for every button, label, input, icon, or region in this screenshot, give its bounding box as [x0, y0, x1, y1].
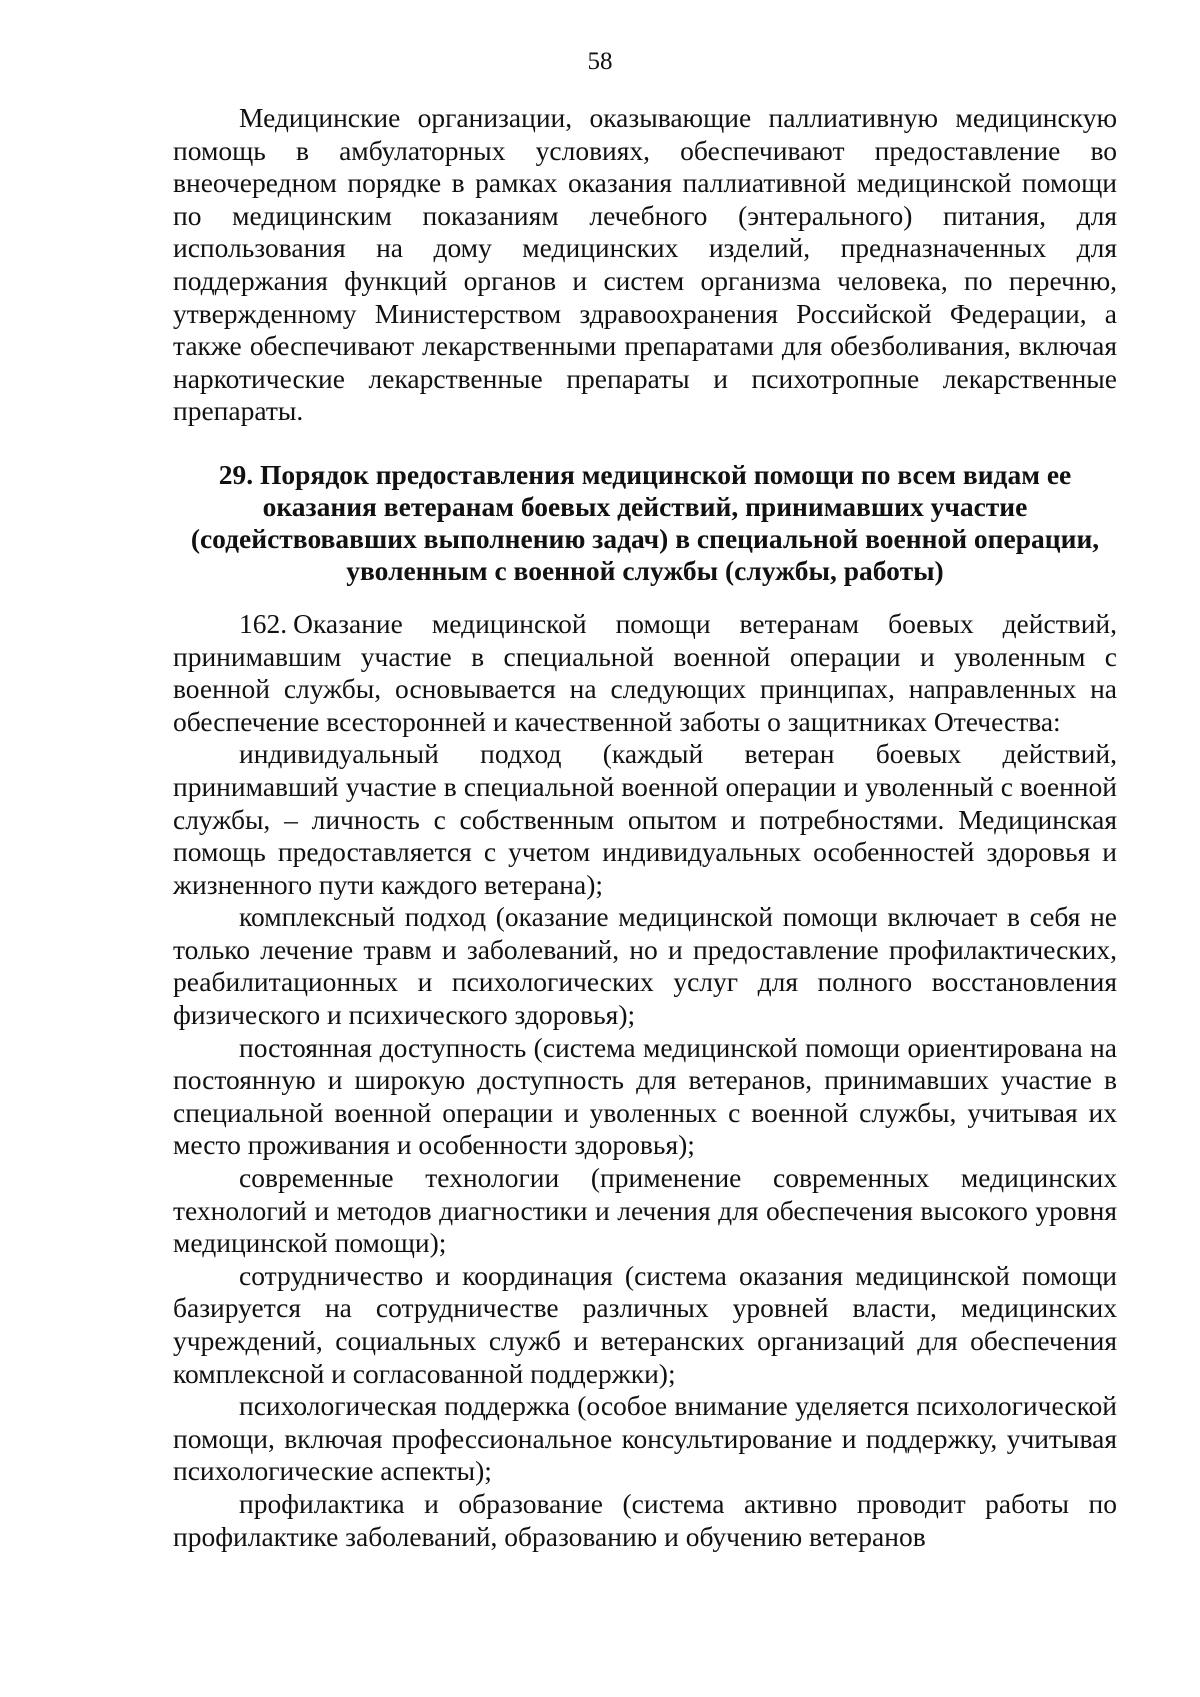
page-number: 58 — [587, 48, 613, 75]
principle-paragraph: постоянная доступность (система медицинской помощи ориентирована на постоянную и широкую доступность для ветеранов, принимавших участие в специальной военной операции и уволенных с военной службы, учитывая их место проживания и особенности здоровья); — [173, 1031, 1117, 1161]
section-heading — [173, 459, 1117, 587]
clause-162 — [173, 608, 1117, 738]
section-heading-line: (содействовавших выполнению задач) в специальной военной операции, — [190, 522, 1100, 554]
principle-paragraph: профилактика и образование (система активно проводит работы по профилактике заболеваний, образованию и обучению ветеранов — [173, 1487, 1117, 1552]
section-heading-line: уволенным с военной службы (службы, работы) — [346, 554, 944, 586]
principle-paragraph: сотрудничество и координация (система оказания медицинской помощи базируется на сотрудничестве различных уровней власти, медицинских учреждений, социальных служб и ветеранских организаций для обеспечения комплексной и согласованной поддержки); — [173, 1259, 1117, 1389]
clause-text: Оказание медицинской помощи ветеранам боевых действий, принимавшим участие в специальной военной операции и уволенным с военной службы, основывается на следующих принципах, направленных на обеспечение всесторонней и качественной заботы о защитниках Отечества: — [173, 607, 1117, 737]
principle-paragraph: психологическая поддержка (особое внимание уделяется психологической помощи, включая профессиональное консультирование и поддержку, учитывая психологические аспекты); — [173, 1390, 1117, 1487]
clause-number: 162. — [239, 607, 288, 639]
principle-paragraph: индивидуальный подход (каждый ветеран боевых действий, принимавший участие в специальной военной операции и уволенный с военной службы, – личность с собственным опытом и потребностями. Медицинская помощь предоставляется с учетом индивидуальных особенностей здоровья и жизненного пути каждого ветерана); — [173, 738, 1117, 900]
principle-paragraph: комплексный подход (оказание медицинской помощи включает в себя не только лечение травм и заболеваний, но и предоставление профилактических, реабилитационных и психологических услуг для полного восстановления физического и психического здоровья); — [173, 901, 1117, 1031]
principle-paragraph: современные технологии (применение современных медицинских технологий и методов диагностики и лечения для обеспечения высокого уровня медицинской помощи); — [173, 1162, 1117, 1259]
intro-paragraph: Медицинские организации, оказывающие паллиативную медицинскую помощь в амбулаторных условиях, обеспечивают предоставление во внеочередном порядке в рамках оказания паллиативной медицинской помощи по медицинским показаниям лечебного (энтерального) питания, для использования на дому медицинских изделий, предназначенных для поддержания функций органов и систем организма человека, по перечню, утвержденному Министерством здравоохранения Российской Федерации, а также обеспечивают лекарственными препаратами для обезболивания, включая наркотические лекарственные препараты и психотропные лекарственные препараты. — [173, 102, 1117, 427]
document-body — [173, 102, 1117, 1553]
section-heading-line: оказания ветеранам боевых действий, принимавших участие — [262, 490, 1028, 522]
section-heading-line: 29. Порядок предоставления медицинской помощи по всем видам ее — [218, 458, 1072, 490]
